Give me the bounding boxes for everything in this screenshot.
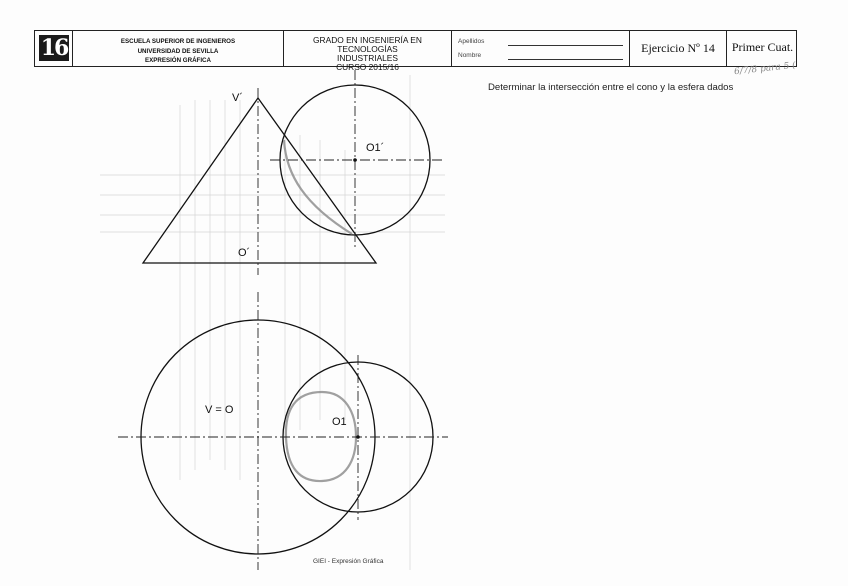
intersection-curve-plan: [286, 392, 356, 481]
vertex-elevation-label: V´: [232, 92, 243, 104]
sphere-center-plan-label: O1: [332, 416, 347, 428]
exercise-number: Ejercicio Nº 14: [630, 31, 727, 66]
vertex-plan-label: V = O: [205, 404, 234, 416]
school-line: UNIVERSIDAD DE SEVILLA: [137, 47, 219, 55]
name-label: Nombre: [458, 52, 482, 59]
footer: GIEI - Expresión Gráfica: [313, 558, 384, 565]
school-line: EXPRESIÓN GRÁFICA: [144, 57, 211, 64]
degree-line: CURSO 2015/16: [336, 62, 399, 72]
construction-lines: [100, 75, 445, 570]
problem-statement: Determinar la intersección entre el cono y la esfera dados: [488, 82, 734, 93]
cone-elevation: [143, 98, 376, 263]
sphere-center-plan-point: [356, 435, 360, 439]
axes-elevation: [258, 70, 445, 275]
degree-line: GRADO EN INGENIERÍA EN TECNOLOGÍAS: [313, 35, 422, 54]
school-line: ESCUELA SUPERIOR DE INGENIEROS: [120, 38, 236, 45]
handwritten-note: 6/7/8 para 5 (: [733, 60, 797, 78]
surname-label: Apellidos: [458, 38, 485, 45]
sphere-center-elevation-label: O1´: [366, 142, 385, 154]
intersection-curve-elevation: [284, 140, 352, 234]
term-label: Primer Cuat.: [731, 40, 794, 54]
logo-mark: 16: [40, 35, 68, 61]
degree-line: INDUSTRIALES: [337, 53, 398, 63]
sphere-center-elevation-point: [353, 158, 357, 162]
cone-base-center-elevation-label: O´: [238, 247, 251, 259]
